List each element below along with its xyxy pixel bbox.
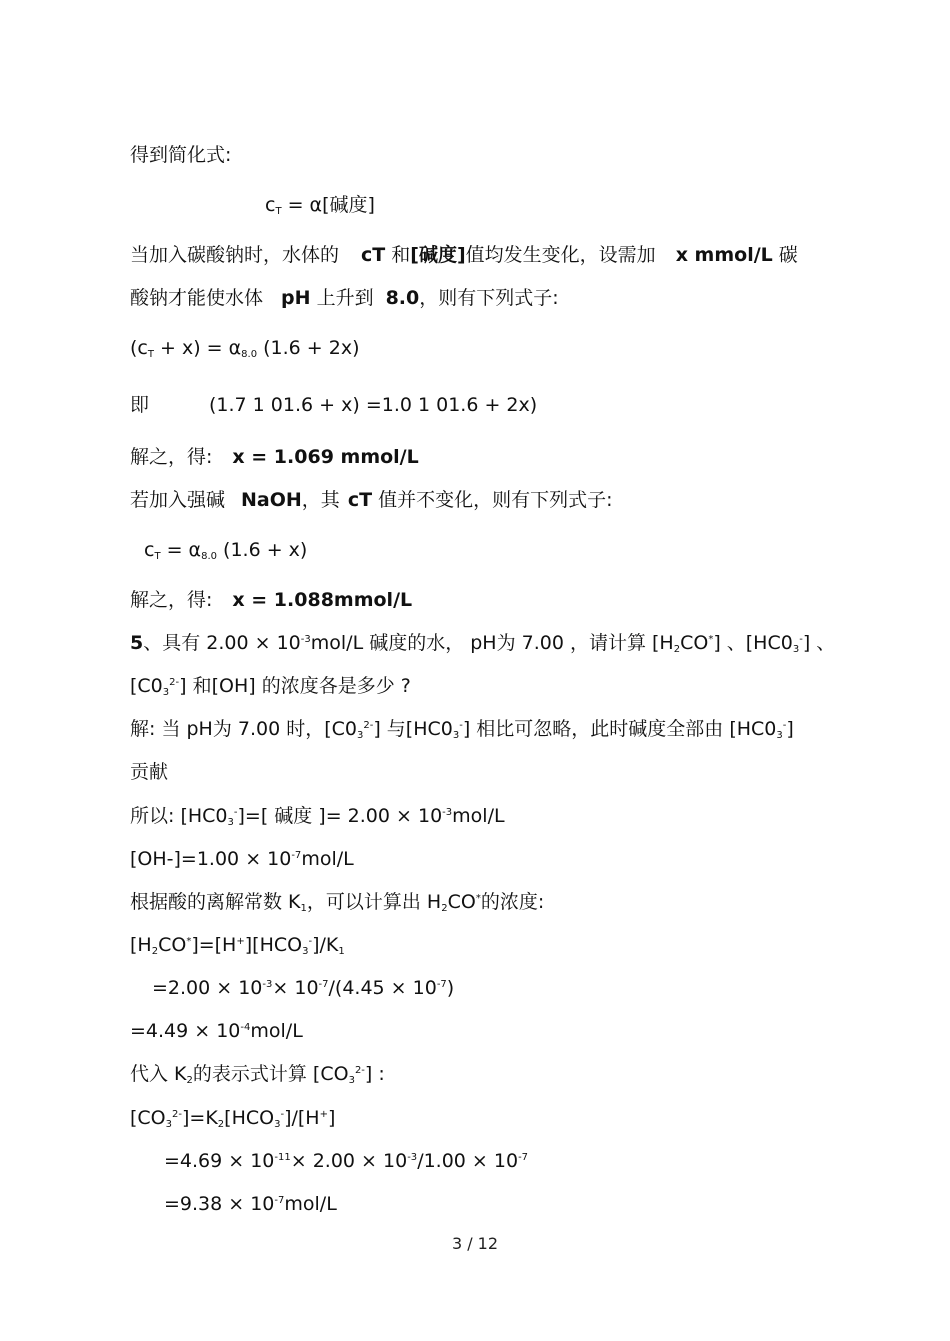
superscript: *: [186, 936, 192, 947]
text-span: 值均发生变化，设需加: [465, 244, 656, 266]
text-line: [130, 718, 794, 740]
text-span: 的浓度:: [480, 891, 545, 913]
superscript: -11: [274, 1152, 291, 1163]
text-span: /1.00 × 10: [417, 1150, 519, 1172]
superscript: -: [280, 1109, 285, 1120]
formula-line: [130, 805, 505, 827]
text-span: ] 、[HC0: [713, 632, 793, 654]
text-span: 即: [130, 394, 150, 416]
text-span: =4.69 × 10: [164, 1150, 275, 1172]
text-span: = α[碱度]: [281, 194, 375, 216]
subscript: 8.0: [201, 551, 217, 562]
superscript: 2-: [172, 1109, 182, 1120]
text-span: x = 1.069 mmol/L: [232, 446, 419, 468]
superscript: -: [308, 936, 313, 947]
text-span: 和: [385, 244, 411, 266]
text-span: [碱度]: [410, 244, 466, 266]
subscript: 3: [348, 1075, 355, 1086]
text-span: ]/K: [312, 934, 339, 956]
superscript: 2-: [363, 720, 374, 731]
text-span: 解之，得:: [130, 589, 213, 611]
text-span: × 10: [272, 977, 319, 999]
text-span: 值并不变化，则有下列式子:: [372, 489, 613, 511]
text-span: =9.38 × 10: [164, 1193, 275, 1215]
text-span: 得到简化式:: [130, 144, 232, 166]
text-span: ]=[ 碱度 ]= 2.00 × 10: [237, 805, 443, 827]
text-line: [130, 891, 544, 913]
subscript: 8.0: [241, 349, 258, 360]
page-number: 3 / 12: [451, 1234, 499, 1253]
text-span: =2.00 × 10: [152, 977, 263, 999]
text-span: ][HCO: [244, 934, 303, 956]
subscript: 2: [441, 903, 448, 914]
text-span: ]=[H: [191, 934, 237, 956]
subscript: 2: [186, 1075, 193, 1086]
formula-line: [130, 337, 359, 359]
superscript: 2-: [169, 677, 180, 688]
text-span: ] 和[OH] 的浓度各是多少 ?: [179, 675, 411, 697]
text-span: 所以: [HC0: [130, 805, 228, 827]
subscript: 3: [792, 644, 800, 655]
subscript: 3: [162, 687, 170, 698]
superscript: *: [475, 893, 481, 904]
formula-line: [265, 194, 375, 216]
text-span: 解之，得:: [130, 446, 213, 468]
text-span: cT: [361, 244, 386, 266]
text-span: 8.0: [385, 287, 420, 309]
text-span: mol/L: [284, 1193, 337, 1215]
text-line: [130, 1063, 385, 1085]
superscript: -3: [442, 807, 453, 818]
text-span: 若加入强碱: [130, 489, 226, 511]
text-span: (1.6 + x): [217, 539, 308, 561]
text-span: × 2.00 × 10: [290, 1150, 408, 1172]
superscript: -7: [318, 979, 329, 990]
text-span: ，其: [301, 489, 340, 511]
text-span: ] 与[HC0: [373, 718, 453, 740]
text-span: mol/L 碱度的水， pH为 7.00 ，请计算 [H: [310, 632, 674, 654]
superscript: -7: [436, 979, 447, 990]
text-span: mol/L: [452, 805, 505, 827]
text-span: [HCO: [224, 1107, 275, 1129]
text-span: ] :: [364, 1063, 385, 1085]
subscript: T: [154, 551, 161, 562]
text-span: [OH-]=1.00 × 10: [130, 848, 292, 870]
text-span: [H: [130, 934, 152, 956]
text-span: x = 1.088mmol/L: [232, 589, 413, 611]
subscript: T: [275, 206, 282, 217]
formula-line: [130, 848, 354, 870]
text-line: [130, 446, 419, 468]
subscript: 3: [452, 730, 460, 741]
text-span: ] 、: [802, 632, 836, 654]
superscript: -7: [291, 850, 302, 861]
superscript: 2-: [354, 1065, 365, 1076]
text-span: CO: [680, 632, 709, 654]
text-span: /(4.45 × 10: [328, 977, 437, 999]
text-span: 解: 当 pH为 7.00 时，[C0: [130, 718, 357, 740]
formula-line: [130, 934, 345, 956]
text-line: [130, 287, 559, 309]
subscript: 2: [217, 1119, 225, 1130]
subscript: 2: [673, 644, 681, 655]
superscript: -4: [240, 1022, 251, 1033]
text-span: [C0: [130, 675, 163, 697]
subscript: 3: [776, 730, 783, 741]
text-span: CO: [447, 891, 476, 913]
text-span: ，可以计算出 H: [306, 891, 442, 913]
text-span: 当加入碳酸钠时，水体的: [130, 244, 340, 266]
text-span: 代入 K: [130, 1063, 187, 1085]
text-line: [130, 675, 411, 697]
text-span: 贡献: [130, 761, 169, 783]
formula-line: [164, 1150, 528, 1172]
text-span: 1.6 + 2x): [448, 394, 538, 416]
text-span: 酸钠才能使水体: [130, 287, 264, 309]
subscript: 3: [356, 730, 364, 741]
superscript: -: [233, 807, 238, 818]
text-span: ]: [327, 1107, 336, 1129]
text-line: [130, 144, 231, 166]
subscript: 3: [302, 946, 309, 957]
text-span: pH: [281, 287, 311, 309]
text-span: mol/L: [250, 1020, 303, 1042]
text-span: (c: [130, 337, 148, 359]
text-span: [CO: [130, 1107, 166, 1129]
text-span: c: [144, 539, 155, 561]
text-span: 的表示式计算 [CO: [192, 1063, 349, 1085]
subscript: T: [147, 349, 154, 360]
superscript: -: [799, 634, 803, 645]
text-span: ，则有下列式子:: [419, 287, 559, 309]
text-span: x mmol/L: [675, 244, 773, 266]
text-line: [130, 589, 412, 611]
question-number: 5: [130, 632, 144, 654]
text-span: CO: [158, 934, 187, 956]
superscript: -: [459, 720, 463, 731]
text-span: ]=K: [182, 1107, 218, 1129]
formula-line: [130, 1107, 335, 1129]
subscript: 2: [151, 946, 159, 957]
text-span: + x) = α: [153, 337, 242, 359]
text-span: ]/[H: [284, 1107, 320, 1129]
subscript: 1: [300, 903, 307, 914]
superscript: *: [708, 634, 714, 645]
superscript: +: [236, 936, 245, 947]
text-span: (1.6 + 2x): [257, 337, 360, 359]
text-span: =4.49 × 10: [130, 1020, 241, 1042]
text-span: 、具有 2.00 × 10: [143, 632, 301, 654]
subscript: 3: [165, 1119, 173, 1130]
subscript: 1: [338, 946, 345, 957]
text-span: cT: [347, 489, 373, 511]
superscript: -3: [407, 1152, 418, 1163]
text-span: (1.7 1 0: [209, 394, 283, 416]
text-span: ): [446, 977, 455, 999]
text-span: c: [265, 194, 276, 216]
text-span: NaOH: [241, 489, 302, 511]
text-line: [130, 632, 835, 654]
text-line: [130, 761, 168, 783]
formula-line: [130, 394, 537, 416]
formula-line: [164, 1193, 337, 1215]
text-span: 根据酸的离解常数 K: [130, 891, 301, 913]
text-line: [130, 244, 798, 266]
text-span: = α: [160, 539, 202, 561]
text-span: 上升到: [310, 287, 374, 309]
formula-line: [130, 1020, 303, 1042]
text-line: [130, 489, 613, 511]
superscript: +: [319, 1109, 328, 1120]
text-span: 碳: [772, 244, 798, 266]
formula-line: [152, 977, 454, 999]
superscript: -: [782, 720, 787, 731]
subscript: 3: [274, 1119, 281, 1130]
text-span: mol/L: [301, 848, 354, 870]
subscript: 3: [227, 817, 234, 828]
superscript: -3: [300, 634, 311, 645]
superscript: -7: [274, 1195, 285, 1206]
text-span: 1.6 + x) =1.0 1 0: [282, 394, 449, 416]
text-span: ] 相比可忽略，此时碱度全部由 [HC0: [462, 718, 777, 740]
formula-line: [144, 539, 307, 561]
superscript: -3: [262, 979, 273, 990]
text-span: ]: [786, 718, 794, 740]
superscript: -7: [518, 1152, 529, 1163]
